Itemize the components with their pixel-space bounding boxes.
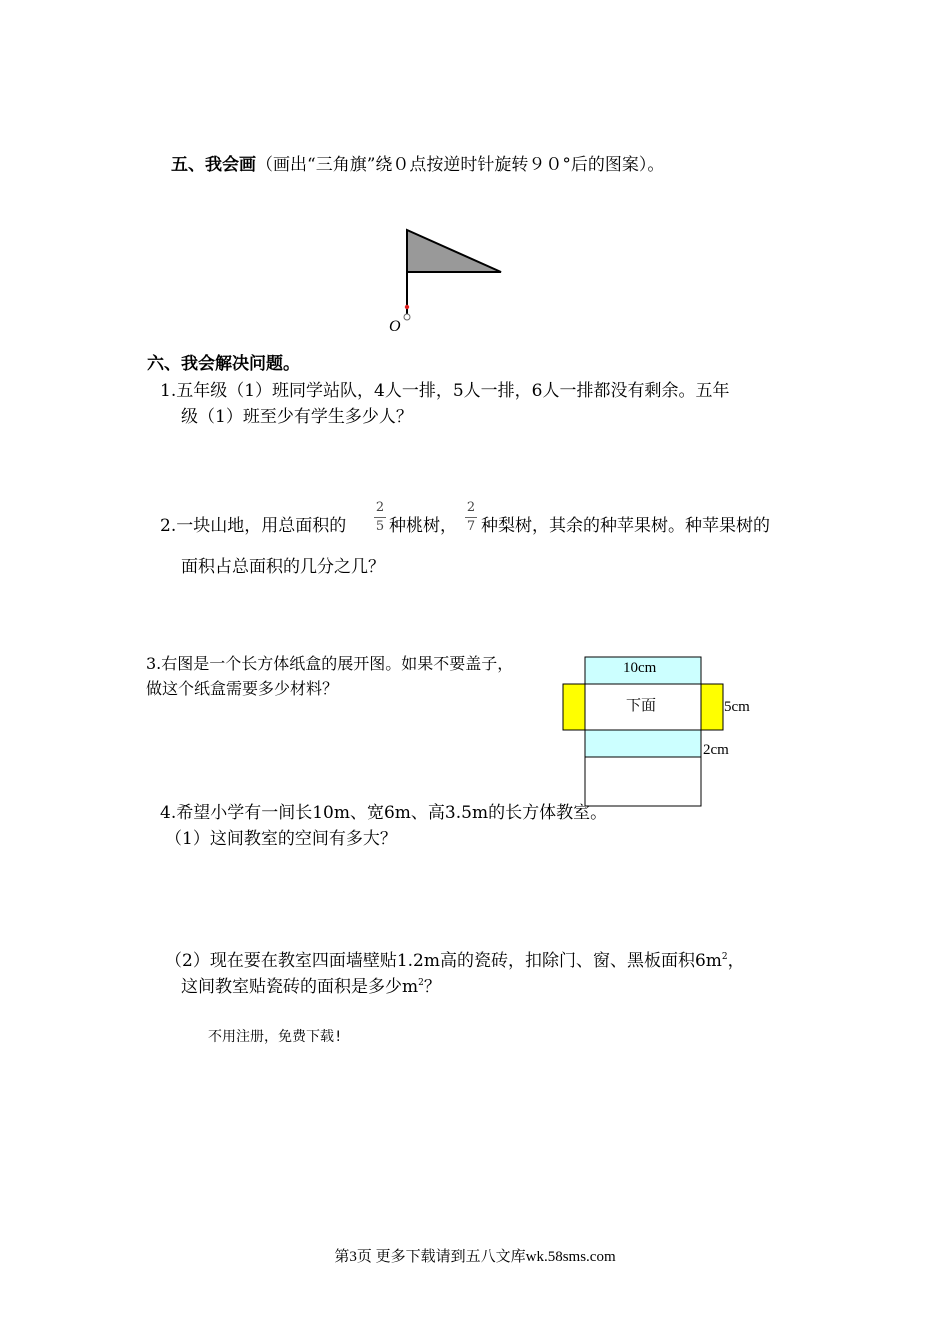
section5-heading: 五、我会画 [171, 155, 256, 175]
frac2-denominator: 7 [466, 519, 476, 534]
q1-line2: 级（1）班至少有学生多少人？ [181, 407, 413, 427]
q2-text-b: 种桃树， [389, 516, 457, 536]
q4-sub1: （1）这间教室的空间有多大？ [165, 829, 397, 849]
frac1-bar [374, 517, 386, 518]
q2-text-a: 2.一块山地，用总面积的 [160, 516, 347, 536]
q2-line2: 面积占总面积的几分之几？ [181, 557, 385, 577]
frac2-bar [465, 517, 477, 518]
net-width-label: 5cm [724, 699, 750, 715]
fraction-two-fifths [373, 500, 387, 535]
q2-text-c: 种梨树，其余的种苹果树。种苹果树的 [481, 516, 770, 536]
superscript-2-second: 2 [418, 978, 424, 988]
origin-point [404, 314, 410, 320]
section5-instruction: （画出“三角旗”绕０点按逆时针旋转９０°后的图案）。 [256, 155, 665, 175]
net-height-label: 2cm [703, 742, 729, 758]
frac1-denominator: 5 [375, 519, 385, 534]
q3-line1: 3.右图是一个长方体纸盒的展开图。如果不要盖子， [146, 654, 514, 673]
q4-sub2-line1 [165, 946, 745, 971]
flag-figure [380, 220, 510, 340]
q4-sub2-text-a: （2）现在要在教室四面墙壁贴1.2m高的瓷砖，扣除门、窗、黑板面积6m [165, 951, 722, 971]
superscript-2: 2 [721, 952, 728, 962]
origin-label: O [389, 318, 401, 335]
net-left-side [563, 684, 585, 730]
fraction-two-sevenths [464, 500, 478, 535]
q1-line1: 1.五年级（1）班同学站队，4人一排，5人一排，6人一排都没有剩余。五年 [160, 381, 730, 401]
q4-sub2-line2-text-b: ？ [423, 977, 441, 997]
q4-sub2-line2 [181, 972, 441, 997]
page-footer: 第3页 更多下载请到五八文库wk.58sms.com [334, 1249, 616, 1265]
section5-title [171, 150, 664, 175]
section6-heading: 六、我会解决问题。 [147, 354, 300, 374]
frac2-numerator: 2 [466, 500, 476, 515]
net-right-side [701, 684, 723, 730]
box-net-diagram [555, 650, 770, 810]
flag-triangle [407, 230, 501, 272]
net-front-strip [585, 730, 701, 757]
net-center-label: 下面 [626, 698, 657, 714]
red-dot [405, 305, 409, 309]
q3-line2: 做这个纸盒需要多少材料？ [146, 679, 339, 698]
download-note: 不用注册，免费下载! [208, 1029, 343, 1045]
net-length-label: 10cm [623, 660, 657, 676]
q4-line1: 4.希望小学有一间长10m、宽6m、高3.5m的长方体教室。 [160, 803, 608, 823]
frac1-numerator: 2 [375, 500, 385, 515]
q4-sub2-line2-text-a: 这间教室贴瓷砖的面积是多少m [181, 977, 419, 997]
q4-sub2-text-b: ， [727, 951, 745, 971]
